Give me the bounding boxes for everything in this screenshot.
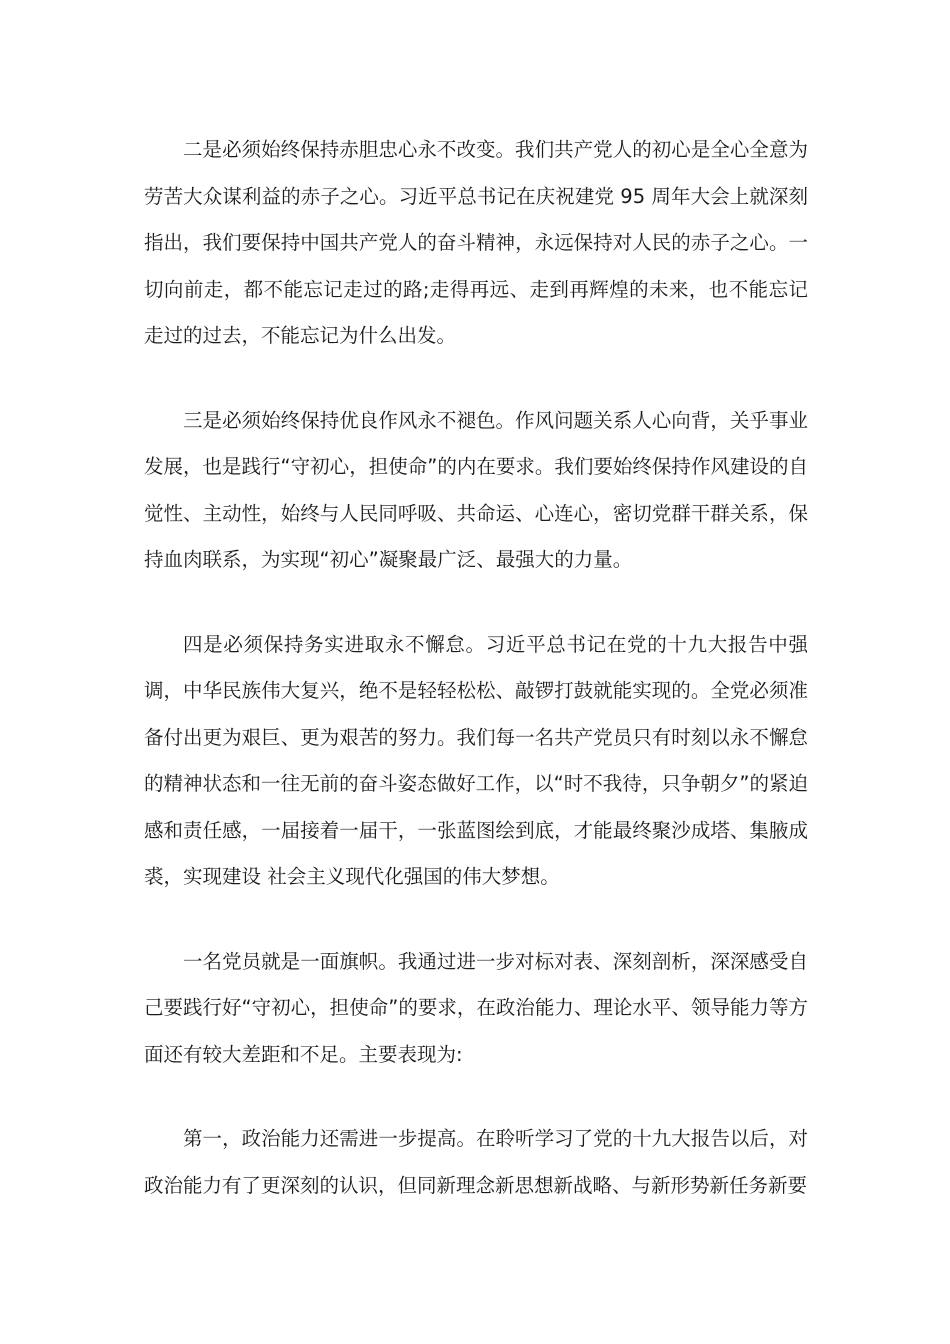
paragraph-fourth-point: 四是必须保持务实进取永不懈怠。习近平总书记在党的十九大报告中强调，中华民族伟大复兴，绝不是轻轻松松、敲锣打鼓就能实现的。全党必须准备付出更为艰巨、更为艰苦的努力。我们每一名共产党员只有时刻以永不懈怠的精神状态和一往无前的奋斗姿态做好工作，以“时不我待，只争朝夕”的紧迫感和责任感，一届接着一届干，一张蓝图绘到底，才能最终聚沙成塔、集腋成裘，实现建设 社会主义现代化强国的伟大梦想。 <box>144 632 808 888</box>
paragraph-first-shortcoming: 第一，政治能力还需进一步提高。在聆听学习了党的十九大报告以后，对政治能力有了更深刻的认识，但同新理念新思想新战略、与新形势新任务新要 <box>144 1127 808 1197</box>
document-body <box>144 127 808 1209</box>
paragraph-second-point: 二是必须始终保持赤胆忠心永不改变。我们共产党人的初心是全心全意为劳苦大众谋利益的赤子之心。习近平总书记在庆祝建党 95 周年大会上就深刻指出，我们要保持中国共产党人的奋斗精神，永远保持对人民的赤子之心。一切向前走，都不能忘记走过的路;走得再远、走到再辉煌的未来，也不能忘记走过的过去，不能忘记为什么出发。 <box>144 138 808 347</box>
paragraph-third-point: 三是必须始终保持优良作风永不褪色。作风问题关系人心向背，关乎事业发展，也是践行“守初心，担使命”的内在要求。我们要始终保持作风建设的自觉性、主动性，始终与人民同呼吸、共命运、心连心，密切党群干群关系，保持血肉联系，为实现“初心”凝聚最广泛、最强大的力量。 <box>144 408 808 571</box>
paragraph-party-member-flag: 一名党员就是一面旗帜。我通过进一步对标对表、深刻剖析，深深感受自己要践行好“守初心，担使命”的要求，在政治能力、理论水平、领导能力等方面还有较大差距和不足。主要表现为: <box>144 949 808 1066</box>
